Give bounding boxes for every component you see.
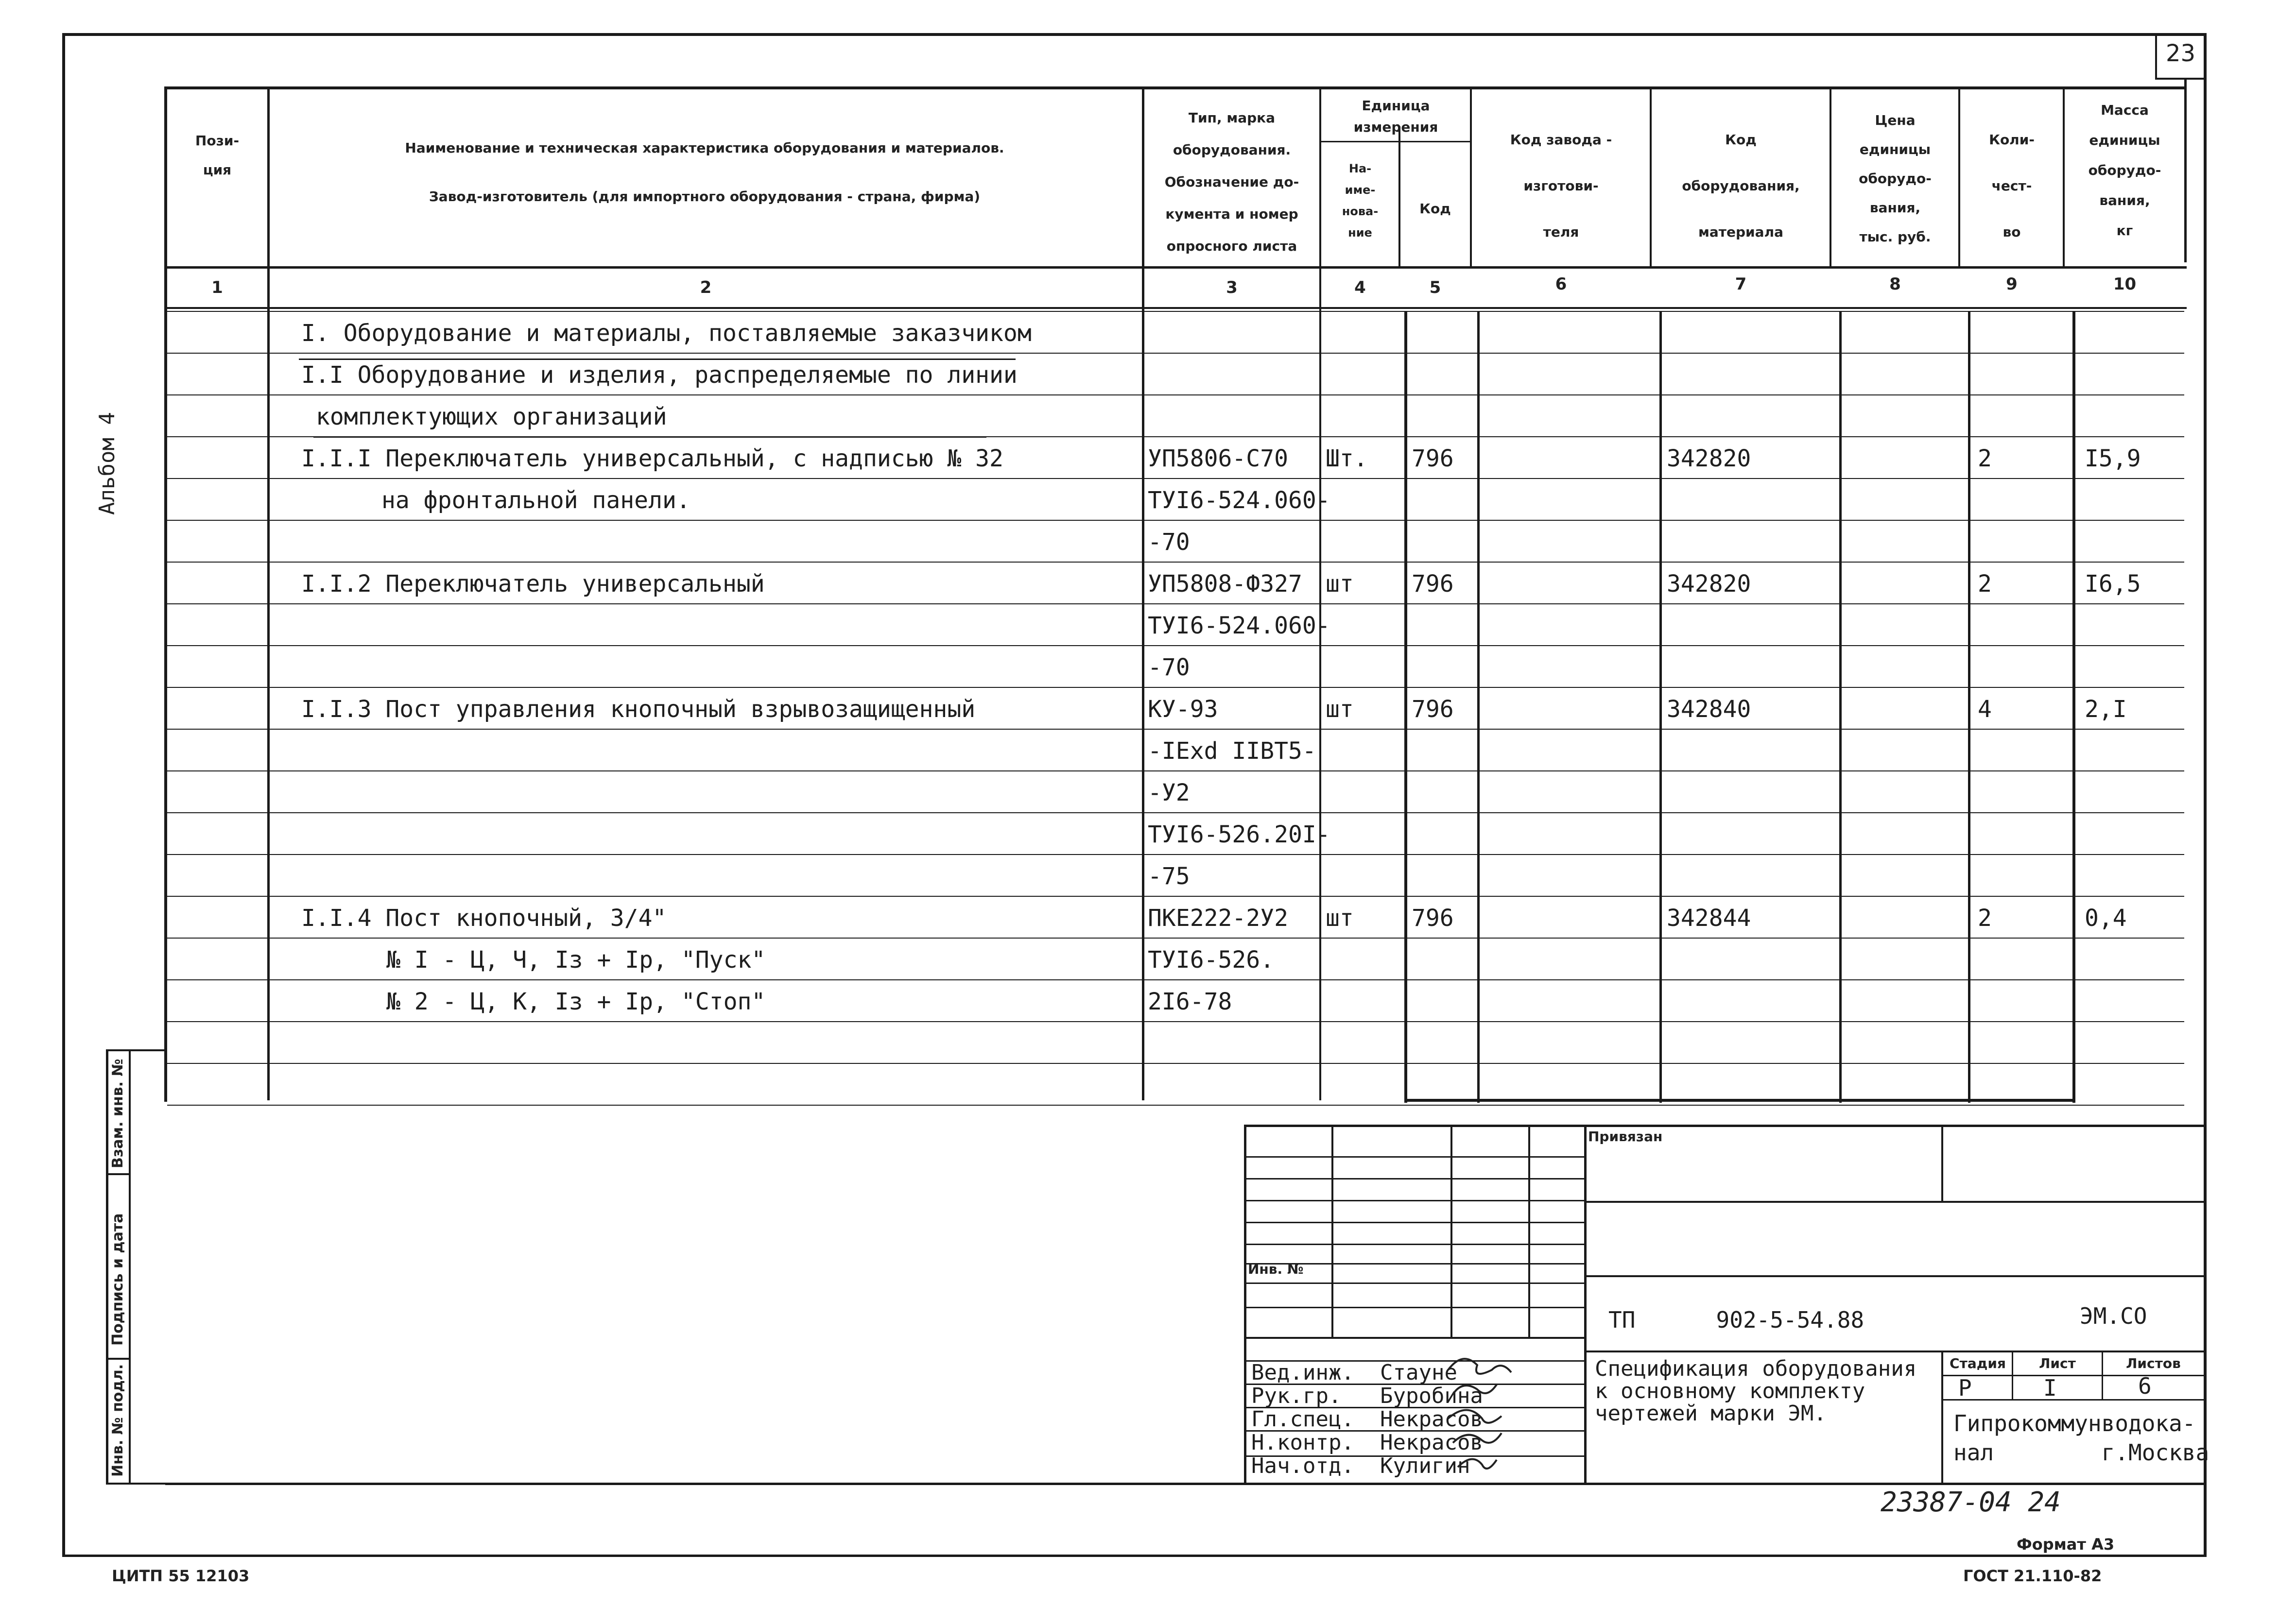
cell-type: -70 <box>1148 529 1190 556</box>
colnum-3: 3 <box>1226 278 1238 297</box>
header-position: Пози- ция <box>195 133 240 178</box>
row-divider <box>167 353 2184 354</box>
header-mass: Масса единицы оборудо- вания, кг <box>2088 102 2161 239</box>
cell-eq-code: 342844 <box>1667 905 1751 932</box>
title-privyazan: Привязан <box>1588 1128 1663 1145</box>
cell-type: ПКЕ222-2У2 <box>1148 905 1288 932</box>
format-label: Формат А3 <box>2017 1535 2115 1554</box>
signature-name: Кулигин <box>1380 1453 1470 1478</box>
cell-name: I.I.I Переключатель универсальный, с надписью № 32 <box>301 445 1003 472</box>
title-sheets-label: Листов <box>2126 1355 2181 1371</box>
side-vzam: Взам. инв. № <box>109 1059 126 1168</box>
cell-name: комплектующих организаций <box>316 403 667 430</box>
cell-mass: 2,I <box>2085 696 2127 723</box>
title-organization: Гипрокоммунводока- нал г.Москва <box>1953 1410 2210 1466</box>
signature-role: Рук.гр. <box>1251 1384 1342 1408</box>
row-divider <box>167 1105 2184 1106</box>
header-type: Тип, марка оборудования. Обозначение до- кумента и номер опросного листа <box>1164 110 1299 254</box>
colnum-10: 10 <box>2113 274 2137 294</box>
signature-name: Стауне <box>1380 1360 1457 1385</box>
row-divider <box>167 1021 2184 1022</box>
header-unit: Единица измерения <box>1353 98 1438 135</box>
row-divider <box>167 729 2184 730</box>
cell-code: 796 <box>1412 445 1454 472</box>
cell-eq-code: 342820 <box>1667 570 1751 598</box>
title-inv-no: Инв. № <box>1248 1261 1304 1277</box>
header-quantity: Коли- чест- во <box>1989 132 2035 240</box>
cell-eq-code: 342840 <box>1667 696 1751 723</box>
row-divider <box>167 854 2184 855</box>
row-divider <box>167 770 2184 771</box>
row-divider <box>167 687 2184 688</box>
colnum-7: 7 <box>1735 274 1747 294</box>
title-mark: ЭМ.СО <box>2080 1303 2147 1329</box>
signature-role: Н.контр. <box>1251 1430 1354 1455</box>
cell-type: -75 <box>1148 863 1190 890</box>
row-divider <box>167 311 2184 312</box>
title-sheets: 6 <box>2138 1373 2152 1399</box>
header-unit-code: Код <box>1419 201 1451 217</box>
title-sheet: I <box>2043 1375 2057 1401</box>
header-equipment-code: Код оборудования, материала <box>1682 132 1800 240</box>
header-unit-name: На- име- нова- ние <box>1342 162 1379 239</box>
title-stage-label: Стадия <box>1950 1355 2006 1371</box>
colnum-4: 4 <box>1354 278 1366 297</box>
title-sheet-label: Лист <box>2039 1355 2076 1371</box>
row-divider <box>167 896 2184 897</box>
footer-left: ЦИТП 55 12103 <box>112 1567 250 1585</box>
signature-name: Буробина <box>1380 1384 1483 1408</box>
title-description: Спецификация оборудования к основному комплекту чертежей марки ЭМ. <box>1595 1356 1917 1426</box>
cell-type: УП5806-С70 <box>1148 445 1288 472</box>
signature-name: Некрасов <box>1380 1430 1483 1455</box>
cell-name: I. Оборудование и материалы, поставляемые заказчиком <box>301 320 1032 347</box>
row-divider <box>167 645 2184 646</box>
cell-unit: шт <box>1326 696 1354 723</box>
cell-unit: Шт. <box>1326 445 1368 472</box>
signature-scribbles <box>1438 1351 1555 1491</box>
cell-name: I.I.4 Пост кнопочный, 3/4" <box>301 905 667 932</box>
cell-name: I.I.3 Пост управления кнопочный взрывозащищенный <box>301 696 976 723</box>
row-divider <box>167 562 2184 563</box>
cell-code: 796 <box>1412 905 1454 932</box>
title-stage: Р <box>1958 1375 1972 1401</box>
header-factory-code: Код завода - изготови- теля <box>1510 132 1612 240</box>
colnum-9: 9 <box>2006 274 2018 294</box>
row-divider <box>167 478 2184 479</box>
cell-qty: 2 <box>1978 570 1992 598</box>
cell-type: КУ-93 <box>1148 696 1218 723</box>
frame-right <box>2204 33 2207 1557</box>
side-podpis: Подпись и дата <box>109 1213 126 1346</box>
signature-name: Некрасов <box>1380 1407 1483 1432</box>
header-name-line2: Завод-изготовитель (для импортного оборудования - страна, фирма) <box>429 188 981 205</box>
row-divider <box>167 1063 2184 1064</box>
cell-code: 796 <box>1412 570 1454 598</box>
cell-type: ТУI6-524.060- <box>1148 487 1330 514</box>
cell-qty: 4 <box>1978 696 1992 723</box>
cell-type: -IExd IIBT5- <box>1148 737 1316 765</box>
cell-eq-code: 342820 <box>1667 445 1751 472</box>
colnum-8: 8 <box>1889 274 1901 294</box>
row-divider <box>167 812 2184 813</box>
handwritten-number: 23387-04 24 <box>1881 1487 2061 1518</box>
cell-name: I.I.2 Переключатель универсальный <box>301 570 765 598</box>
cell-qty: 2 <box>1978 905 1992 932</box>
cell-code: 796 <box>1412 696 1454 723</box>
row-divider <box>167 394 2184 395</box>
row-divider <box>167 938 2184 939</box>
row-divider <box>167 603 2184 604</box>
cell-qty: 2 <box>1978 445 1992 472</box>
signature-role: Вед.инж. <box>1251 1360 1354 1385</box>
cell-type: ТУI6-526.20I- <box>1148 821 1330 848</box>
signature-role: Гл.спец. <box>1251 1407 1354 1432</box>
cell-type: ТУI6-524.060- <box>1148 612 1330 639</box>
cell-unit: шт <box>1326 905 1354 932</box>
side-inv-podl: Инв. № подл. <box>109 1364 126 1477</box>
cell-name: № 2 - Ц, К, Iз + Iр, "Стоп" <box>386 988 766 1015</box>
cell-name: на фронтальной панели. <box>381 487 691 514</box>
cell-name: I.I Оборудование и изделия, распределяемые по линии <box>301 361 1018 389</box>
frame-top <box>63 33 2206 36</box>
cell-type: 2I6-78 <box>1148 988 1232 1015</box>
row-divider <box>167 520 2184 521</box>
footer-right: ГОСТ 21.110-82 <box>1963 1567 2102 1585</box>
frame-left <box>62 33 65 1557</box>
cell-unit: шт <box>1326 570 1354 598</box>
cell-type: УП5808-Ф327 <box>1148 570 1302 598</box>
header-price: Цена единицы оборудо- вания, тыс. руб. <box>1859 112 1932 245</box>
cell-type: -70 <box>1148 654 1190 681</box>
cell-mass: 0,4 <box>2085 905 2127 932</box>
colnum-5: 5 <box>1429 278 1441 297</box>
cell-mass: I5,9 <box>2085 445 2141 472</box>
cell-type: ТУI6-526. <box>1148 946 1275 974</box>
cell-type: -У2 <box>1148 779 1190 806</box>
colnum-1: 1 <box>211 278 223 297</box>
signature-role: Нач.отд. <box>1251 1453 1354 1478</box>
header-name-line1: Наименование и техническая характеристика оборудования и материалов. <box>405 140 1004 156</box>
sheet-number: 23 <box>2165 40 2196 67</box>
album-label: Альбом 4 <box>95 412 120 515</box>
cell-name: № I - Ц, Ч, Iз + Iр, "Пуск" <box>386 946 766 974</box>
colnum-6: 6 <box>1555 274 1567 294</box>
colnum-2: 2 <box>700 278 712 297</box>
frame-bottom <box>63 1555 2206 1557</box>
row-divider <box>167 979 2184 980</box>
cell-mass: I6,5 <box>2085 570 2141 598</box>
title-project-code: ТП 902-5-54.88 <box>1608 1307 1864 1333</box>
